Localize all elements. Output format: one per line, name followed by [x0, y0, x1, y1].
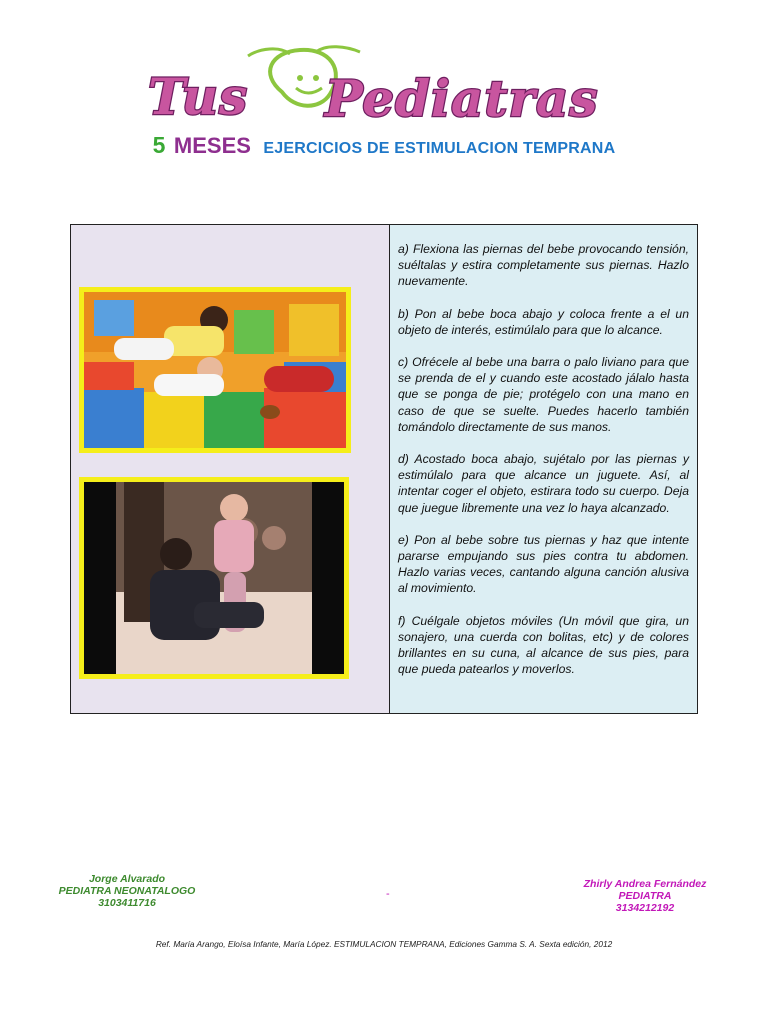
doctor-title: PEDIATRA	[618, 890, 672, 902]
signature-left	[52, 873, 202, 909]
reference-footnote: Ref. María Arango, Eloísa Infante, María López. ESTIMULACION TEMPRANA, Ediciones Gamma S. A. Sexta edición, 2012	[155, 939, 613, 949]
exercise-table	[70, 224, 698, 714]
photo-mother-lifting-baby	[79, 477, 349, 679]
photo-column	[71, 225, 390, 713]
month-number: 5	[152, 132, 166, 158]
photo-mother-baby-crawling	[79, 287, 351, 453]
doctor-name: Zhirly Andrea Fernández	[583, 878, 707, 890]
month-label: MESES	[173, 133, 251, 158]
exercise-item: e) Pon al bebe sobre tus piernas y haz que intente pararse empujando sus pies contra tu abdomen. Hazlo varias veces, cantando alguna canción alusiva al movimiento.	[398, 532, 689, 596]
doctor-phone: 3134212192	[615, 902, 675, 914]
doctor-name: Jorge Alvarado	[88, 873, 166, 885]
svg-text:Tus: Tus	[148, 67, 249, 126]
exercise-list	[390, 225, 697, 713]
exercise-item: c) Ofrécele al bebe una barra o palo liviano para que se prenda de el y cuando este acostado jálalo hasta que se ponga de pie; protégelo con una mano en caso de que se suelte. Puedes hacerlo también tomándolo directamente de sus manos.	[398, 355, 689, 434]
svg-text:Pediatras: Pediatras	[325, 69, 599, 126]
page-heading	[0, 132, 768, 159]
page-title: EJERCICIOS DE ESTIMULACION TEMPRANA	[263, 140, 616, 157]
exercise-item: b) Pon al bebe boca abajo y coloca frente a el un objeto de interés, estimúlalo para que lo alcance.	[398, 306, 689, 337]
tuspediatras-logo	[140, 44, 640, 126]
doctor-title: PEDIATRA NEONATALOGO	[58, 885, 196, 897]
signature-right	[570, 878, 720, 914]
exercise-item: a) Flexiona las piernas del bebe provocando tensión, suéltalas y estira completamente sus piernas. Hazlo nuevamente.	[398, 242, 689, 289]
doctor-phone: 3103411716	[98, 897, 156, 909]
exercise-item: f) Cuélgale objetos móviles (Un móvil que gira, un sonajero, una cuerda con bolitas, etc) y de colores brillantes en su cuna, al alcance de sus pies, para que pueda patearlos y moverlos.	[398, 613, 689, 677]
separator: -	[386, 888, 390, 900]
exercise-item: d) Acostado boca abajo, sujétalo por las piernas y estimúlalo para que alcance un juguete. Así, al intentar coger el objeto, estirara todo su cuerpo. Deja que juegue libremente una vez lo haya alcanzado.	[398, 452, 689, 515]
